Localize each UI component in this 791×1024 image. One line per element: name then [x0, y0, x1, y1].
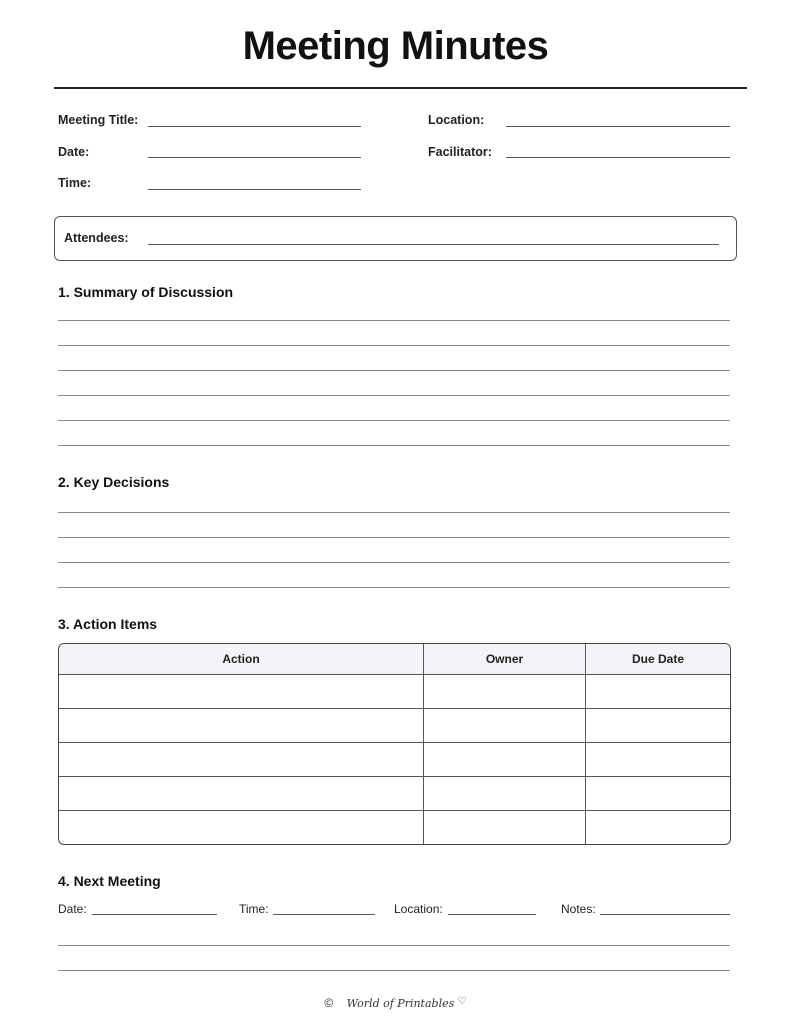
summary-line[interactable] [58, 345, 730, 346]
facilitator-label: Facilitator: [428, 145, 492, 159]
table-row [59, 777, 730, 811]
copyright-symbol: © [324, 996, 334, 1010]
meeting-title-field[interactable] [148, 126, 361, 127]
meeting-title-label: Meeting Title: [58, 113, 139, 127]
time-label: Time: [58, 176, 92, 190]
date-field[interactable] [148, 157, 361, 158]
next-notes-label: Notes: [561, 902, 596, 916]
action-cell[interactable] [59, 777, 424, 811]
column-header-action: Action [59, 644, 424, 675]
title-divider [54, 87, 747, 89]
page-title: Meeting Minutes [242, 24, 549, 68]
actions-heading: 3. Action Items [58, 616, 158, 632]
next-date-label: Date: [58, 902, 87, 916]
footer [0, 996, 791, 1010]
attendees-field[interactable] [148, 244, 719, 245]
owner-cell[interactable] [424, 811, 586, 844]
decisions-heading: 2. Key Decisions [58, 474, 170, 490]
summary-line[interactable] [58, 445, 730, 446]
decisions-line[interactable] [58, 512, 730, 513]
table-row [59, 743, 730, 777]
summary-line[interactable] [58, 320, 730, 321]
attendees-label: Attendees: [64, 231, 129, 245]
table-header-row [59, 644, 730, 675]
location-label: Location: [428, 113, 485, 127]
action-cell[interactable] [59, 743, 424, 777]
decisions-line[interactable] [58, 587, 730, 588]
location-field[interactable] [506, 126, 730, 127]
decisions-line[interactable] [58, 562, 730, 563]
summary-line[interactable] [58, 395, 730, 396]
due-date-cell[interactable] [586, 743, 730, 777]
date-label: Date: [58, 145, 90, 159]
owner-cell[interactable] [424, 675, 586, 709]
column-header-due-date: Due Date [586, 644, 730, 675]
action-items-table [58, 643, 731, 845]
summary-line[interactable] [58, 370, 730, 371]
decisions-line[interactable] [58, 537, 730, 538]
action-cell[interactable] [59, 709, 424, 743]
next-date-field[interactable] [92, 914, 217, 915]
table-row [59, 811, 730, 844]
next-location-field[interactable] [448, 914, 536, 915]
owner-cell[interactable] [424, 709, 586, 743]
table-row [59, 709, 730, 743]
due-date-cell[interactable] [586, 675, 730, 709]
column-header-owner: Owner [424, 644, 586, 675]
due-date-cell[interactable] [586, 709, 730, 743]
table-row [59, 675, 730, 709]
action-cell[interactable] [59, 811, 424, 844]
next-meeting-line[interactable] [58, 945, 730, 946]
owner-cell[interactable] [424, 777, 586, 811]
time-field[interactable] [148, 189, 361, 190]
summary-line[interactable] [58, 420, 730, 421]
next-meeting-line[interactable] [58, 970, 730, 971]
next-location-label: Location: [394, 902, 443, 916]
heart-icon: ♡ [457, 996, 467, 1007]
summary-heading: 1. Summary of Discussion [58, 284, 234, 300]
due-date-cell[interactable] [586, 811, 730, 844]
owner-cell[interactable] [424, 743, 586, 777]
next-time-label: Time: [239, 902, 269, 916]
due-date-cell[interactable] [586, 777, 730, 811]
next-meeting-heading: 4. Next Meeting [58, 873, 161, 889]
next-notes-field[interactable] [600, 914, 730, 915]
brand-logo: World of Printables [346, 997, 455, 1010]
attendees-box [54, 216, 737, 261]
action-cell[interactable] [59, 675, 424, 709]
facilitator-field[interactable] [506, 157, 730, 158]
next-time-field[interactable] [273, 914, 375, 915]
